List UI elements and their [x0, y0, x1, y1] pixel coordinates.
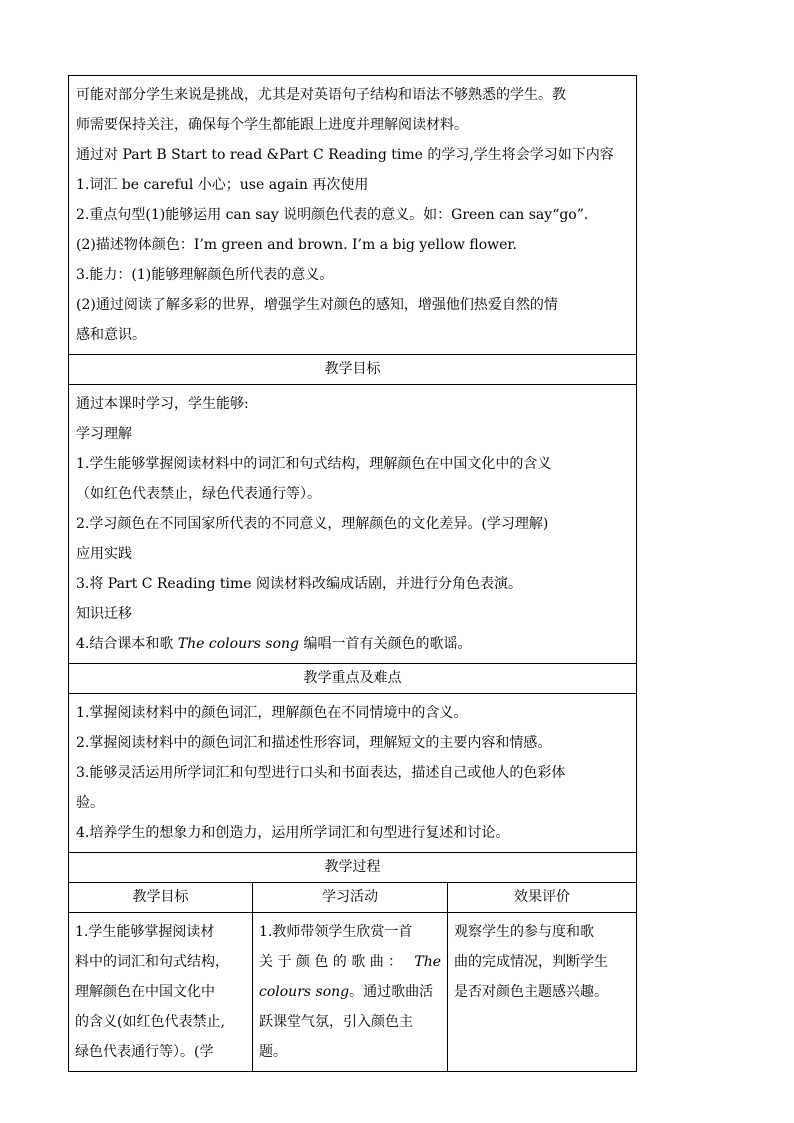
process-columns-row [69, 883, 637, 913]
key-point-line: 2.掌握阅读材料中的颜色词汇和描述性形容词，理解短文的主要内容和情感。 [76, 735, 552, 751]
intro-text [69, 76, 636, 354]
intro-line: 3.能力：(1)能够理解颜色所代表的意义。 [76, 267, 334, 283]
process-header-row [69, 853, 637, 883]
objective-line: 学习理解 [76, 426, 132, 442]
key-points-header-row [69, 664, 637, 694]
intro-line: (2)通过阅读了解多彩的世界，增强学生对颜色的感知，增强他们热爱自然的情 [76, 297, 558, 313]
key-points-header: 教学重点及难点 [69, 664, 637, 694]
evaluation-line: 曲的完成情况，判断学生 [454, 954, 608, 970]
objective-line: 2.学习颜色在不同国家所代表的不同意义，理解颜色的文化差异。(学习理解) [76, 516, 549, 532]
objective-line: （如红色代表禁止，绿色代表通行等）。 [76, 486, 321, 502]
goal-line: 绿色代表通行等）。(学 [75, 1044, 214, 1060]
key-point-line: 1.掌握阅读材料中的颜色词汇，理解颜色在不同情境中的含义。 [76, 705, 468, 721]
key-point-line: 3.能够灵活运用所学词汇和句型进行口头和书面表达，描述自己或他人的色彩体 [76, 765, 566, 781]
lesson-plan-table [68, 75, 637, 1072]
process-header: 教学过程 [69, 853, 637, 883]
intro-line: 通过对 Part B Start to read &Part C Reading time 的学习,学生将会学习如下内容 [76, 147, 614, 163]
goal-cell [69, 913, 253, 1072]
key-point-line: 验。 [76, 795, 104, 811]
objective-line: 1.学生能够掌握阅读材料中的词汇和句式结构，理解颜色在中国文化中的含义 [76, 456, 552, 472]
objective-line: 3.将 Part C Reading time 阅读材料改编成话剧，并进行分角色表演。 [76, 576, 523, 592]
evaluation-text [448, 913, 636, 1011]
intro-cell [69, 76, 637, 355]
intro-line: 2.重点句型(1)能够运用 can say 说明颜色代表的意义。如：Green can say“go”. [76, 207, 589, 223]
goal-line: 理解颜色在中国文化中 [75, 984, 215, 1000]
intro-line: (2)描述物体颜色：I’m green and brown. I’m a big yellow flower. [76, 237, 517, 253]
column-header-evaluation: 效果评价 [448, 883, 637, 913]
objectives-cell [69, 385, 637, 664]
intro-line: 感和意识。 [76, 327, 146, 343]
key-points-row [69, 694, 637, 853]
objective-line: 通过本课时学习，学生能够: [76, 396, 249, 412]
activity-text: 1.教师带领学生欣赏一首 关 于 颜 色 的 歌 曲 ： The colours song。通过歌曲活 跃课堂气氛，引入颜色主 题。 [259, 924, 441, 1060]
goal-line: 1.学生能够掌握阅读材 [75, 924, 215, 940]
goal-line: 料中的词汇和句式结构， [75, 954, 229, 970]
evaluation-line: 是否对颜色主题感兴趣。 [454, 984, 608, 1000]
key-points-cell [69, 694, 637, 853]
process-row [69, 913, 637, 1072]
objective-song-line: 4.结合课本和歌 The colours song 编唱一首有关颜色的歌谣。 [76, 636, 472, 652]
objective-line: 应用实践 [76, 546, 132, 562]
column-header-activity: 学习活动 [253, 883, 448, 913]
goal-line: 的含义(如红色代表禁止, [75, 1014, 225, 1030]
evaluation-cell [448, 913, 637, 1072]
song-title: The colours song [177, 636, 300, 652]
objectives-header-row [69, 355, 637, 385]
objectives-row [69, 385, 637, 664]
song-title-activity: colours song [259, 984, 350, 1000]
activity-cell [253, 913, 448, 1072]
key-point-line: 4.培养学生的想象力和创造力，运用所学词汇和句型进行复述和讨论。 [76, 825, 510, 841]
document-page [68, 75, 636, 1072]
objectives-header: 教学目标 [69, 355, 637, 385]
intro-row [69, 76, 637, 355]
intro-line: 可能对部分学生来说是挑战，尤其是对英语句子结构和语法不够熟悉的学生。教 [76, 87, 566, 103]
key-points-text [69, 694, 636, 852]
intro-line: 1.词汇 be careful 小心；use again 再次使用 [76, 177, 369, 193]
goal-text [69, 913, 252, 1071]
intro-line: 师需要保持关注，确保每个学生都能跟上进度并理解阅读材料。 [76, 117, 468, 133]
objectives-text [69, 385, 636, 663]
column-header-goal: 教学目标 [69, 883, 253, 913]
objective-line: 知识迁移 [76, 606, 132, 622]
evaluation-line: 观察学生的参与度和歌 [454, 924, 594, 940]
